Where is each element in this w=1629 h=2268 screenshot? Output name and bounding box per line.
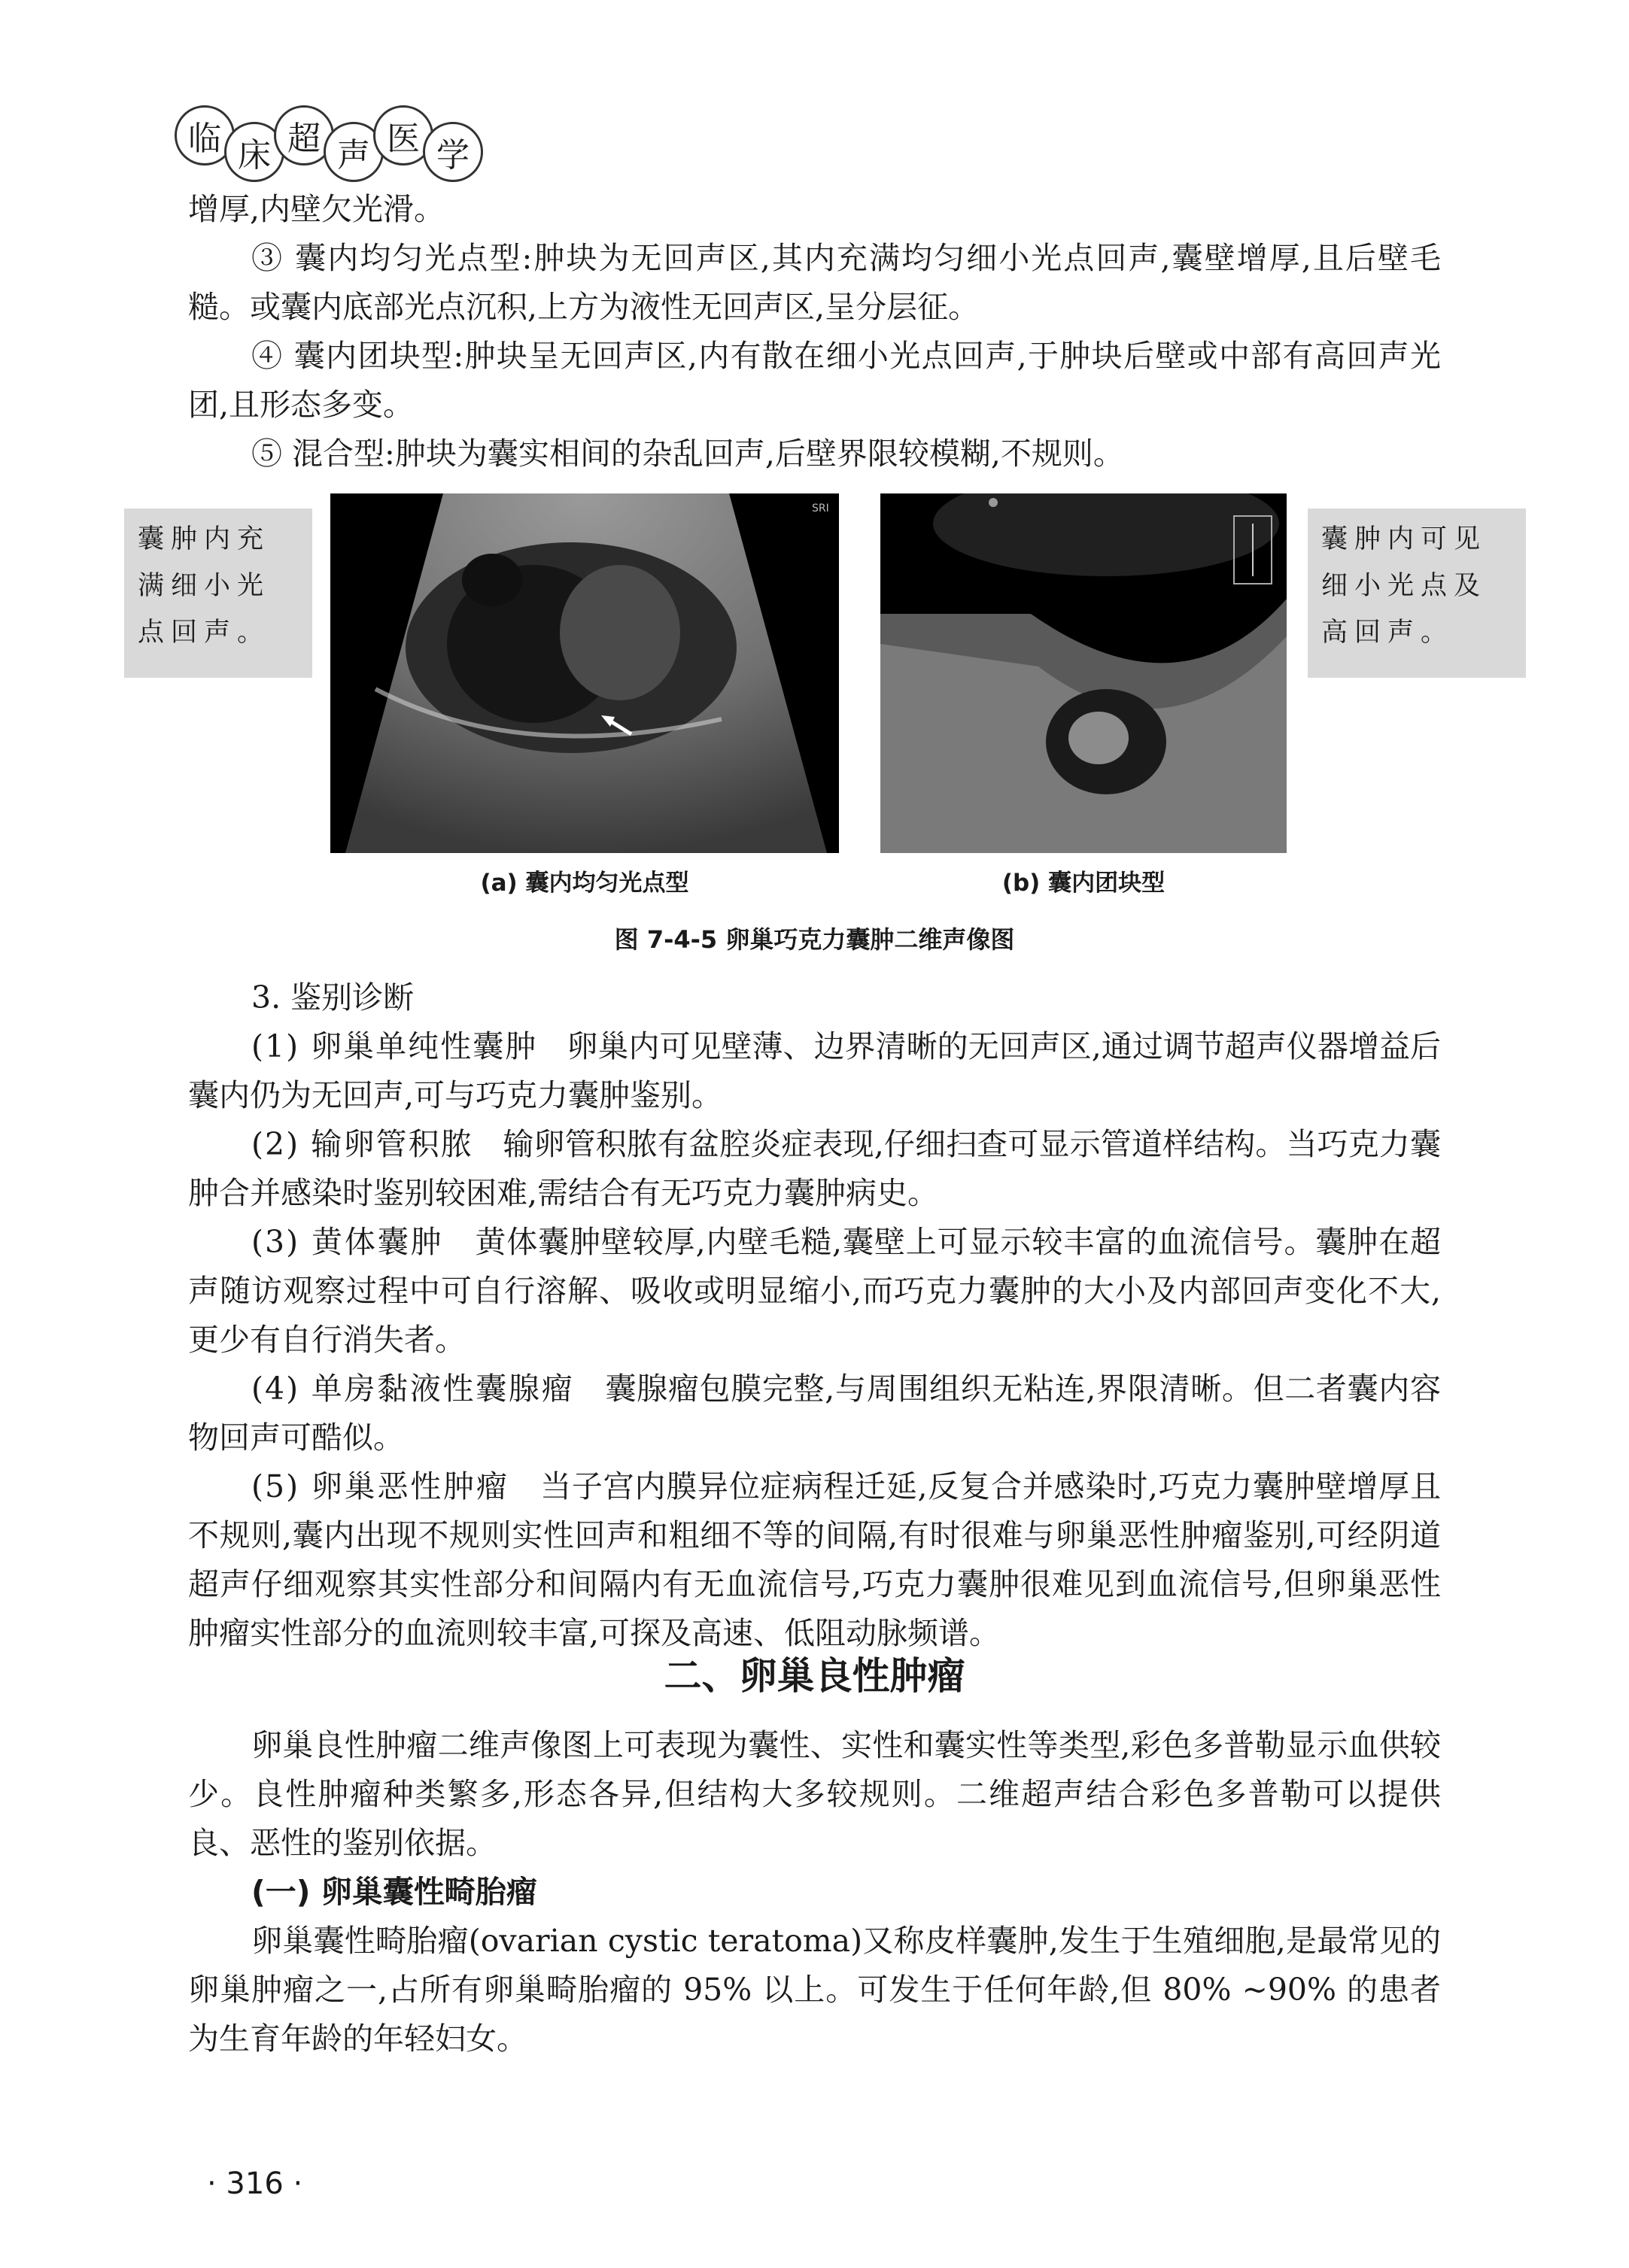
side-note-left — [124, 509, 312, 678]
sub-heading: (一) 卵巢囊性畸胎瘤 — [251, 1874, 537, 1910]
item-term: (1) 卵巢单纯性囊肿 — [251, 1028, 538, 1064]
figure-title: 图 7-4-5 卵巢巧克力囊肿二维声像图 — [614, 925, 1015, 954]
header-char: 声 — [324, 122, 384, 182]
list-item — [188, 1218, 1441, 1365]
paragraph: ③ 囊内均匀光点型:肿块为无回声区,其内充满均匀细小光点回声,囊壁增厚,且后壁毛糙。或囊内底部光点沉积,上方为液性无回声区,呈分层征。 — [188, 240, 1441, 325]
page-number: · 316 · — [207, 2166, 303, 2201]
item-text: 黄体囊肿壁较厚,内壁毛糙,囊壁上可显示较丰富的血流信号。囊肿在超声随访观察过程中可自行溶解、吸收或明显缩小,而巧克力囊肿的大小及内部回声变化不大,更少有自行消失者。 — [188, 1224, 1442, 1358]
list-item — [188, 1120, 1441, 1218]
header-char: 床 — [224, 122, 284, 182]
list-item — [188, 1462, 1441, 1658]
list-item — [188, 1022, 1441, 1120]
item-text: 卵巢内可见壁薄、边界清晰的无回声区,通过调节超声仪器增益后囊内仍为无回声,可与巧克力囊肿鉴别。 — [188, 1028, 1441, 1113]
item-term: (3) 黄体囊肿 — [251, 1224, 444, 1260]
image-label: SRI — [812, 502, 829, 515]
item-term: (5) 卵巢恶性肿瘤 — [251, 1468, 509, 1504]
caption-a: (a) 囊内均匀光点型 — [480, 870, 689, 897]
header-char: 超 — [274, 105, 334, 165]
ultrasound-image-b — [880, 493, 1287, 853]
paragraph: ⑤ 混合型:肿块为囊实相间的杂乱回声,后壁界限较模糊,不规则。 — [251, 436, 1124, 472]
item-term: (2) 输卵管积脓 — [251, 1126, 473, 1162]
header-char: 学 — [423, 122, 483, 182]
list-item — [188, 1365, 1441, 1462]
top-paragraphs — [188, 185, 1441, 478]
section-heading: 3. 鉴别诊断 — [251, 979, 415, 1016]
ultrasound-image-a — [330, 493, 839, 853]
caption-b: (b) 囊内团块型 — [1001, 870, 1166, 897]
header-char: 医 — [373, 105, 433, 165]
paragraph: 增厚,内壁欠光滑。 — [188, 191, 445, 227]
section-benign-tumors — [188, 1721, 1441, 2063]
section-differential-diagnosis — [188, 973, 1441, 1658]
item-text: 输卵管积脓有盆腔炎症表现,仔细扫查可显示管道样结构。当巧克力囊肿合并感染时鉴别较困难,需结合有无巧克力囊肿病史。 — [188, 1126, 1441, 1211]
item-text: 囊腺瘤包膜完整,与周围组织无粘连,界限清晰。但二者囊内容物回声可酷似。 — [188, 1371, 1441, 1456]
paragraph: 卵巢囊性畸胎瘤(ovarian cystic teratoma)又称皮样囊肿,发生于生殖细胞,是最常见的卵巢肿瘤之一,占所有卵巢畸胎瘤的 95% 以上。可发生于任何年龄,但 80% ~90% 的患者为生育年龄的年轻妇女。 — [188, 1923, 1441, 2057]
paragraph: ④ 囊内团块型:肿块呈无回声区,内有散在细小光点回声,于肿块后壁或中部有高回声光团,且形态多变。 — [188, 338, 1441, 423]
item-term: (4) 单房黏液性囊腺瘤 — [251, 1371, 575, 1407]
header-char: 临 — [175, 105, 235, 165]
item-text: 当子宫内膜异位症病程迁延,反复合并感染时,巧克力囊肿壁增厚且不规则,囊内出现不规则实性回声和粗细不等的间隔,有时很难与卵巢恶性肿瘤鉴别,可经阴道超声仔细观察其实性部分和间隔内有无血流信号,巧克力囊肿很难见到血流信号,但卵巢恶性肿瘤实性部分的血流则较丰富,可探及高速、低阻动脉频谱。 — [188, 1468, 1441, 1651]
side-note-text: 囊肿内可见细小光点及高回声。 — [1321, 524, 1488, 648]
book-header — [175, 105, 473, 182]
side-note-right — [1308, 509, 1526, 678]
section-heading-benign-tumors: 二、卵巢良性肿瘤 — [664, 1654, 965, 1698]
side-note-text: 囊肿内充满细小光点回声。 — [138, 524, 271, 648]
paragraph: 卵巢良性肿瘤二维声像图上可表现为囊性、实性和囊实性等类型,彩色多普勒显示血供较少。良性肿瘤种类繁多,形态各异,但结构大多较规则。二维超声结合彩色多普勒可以提供良、恶性的鉴别依据。 — [188, 1727, 1441, 1861]
